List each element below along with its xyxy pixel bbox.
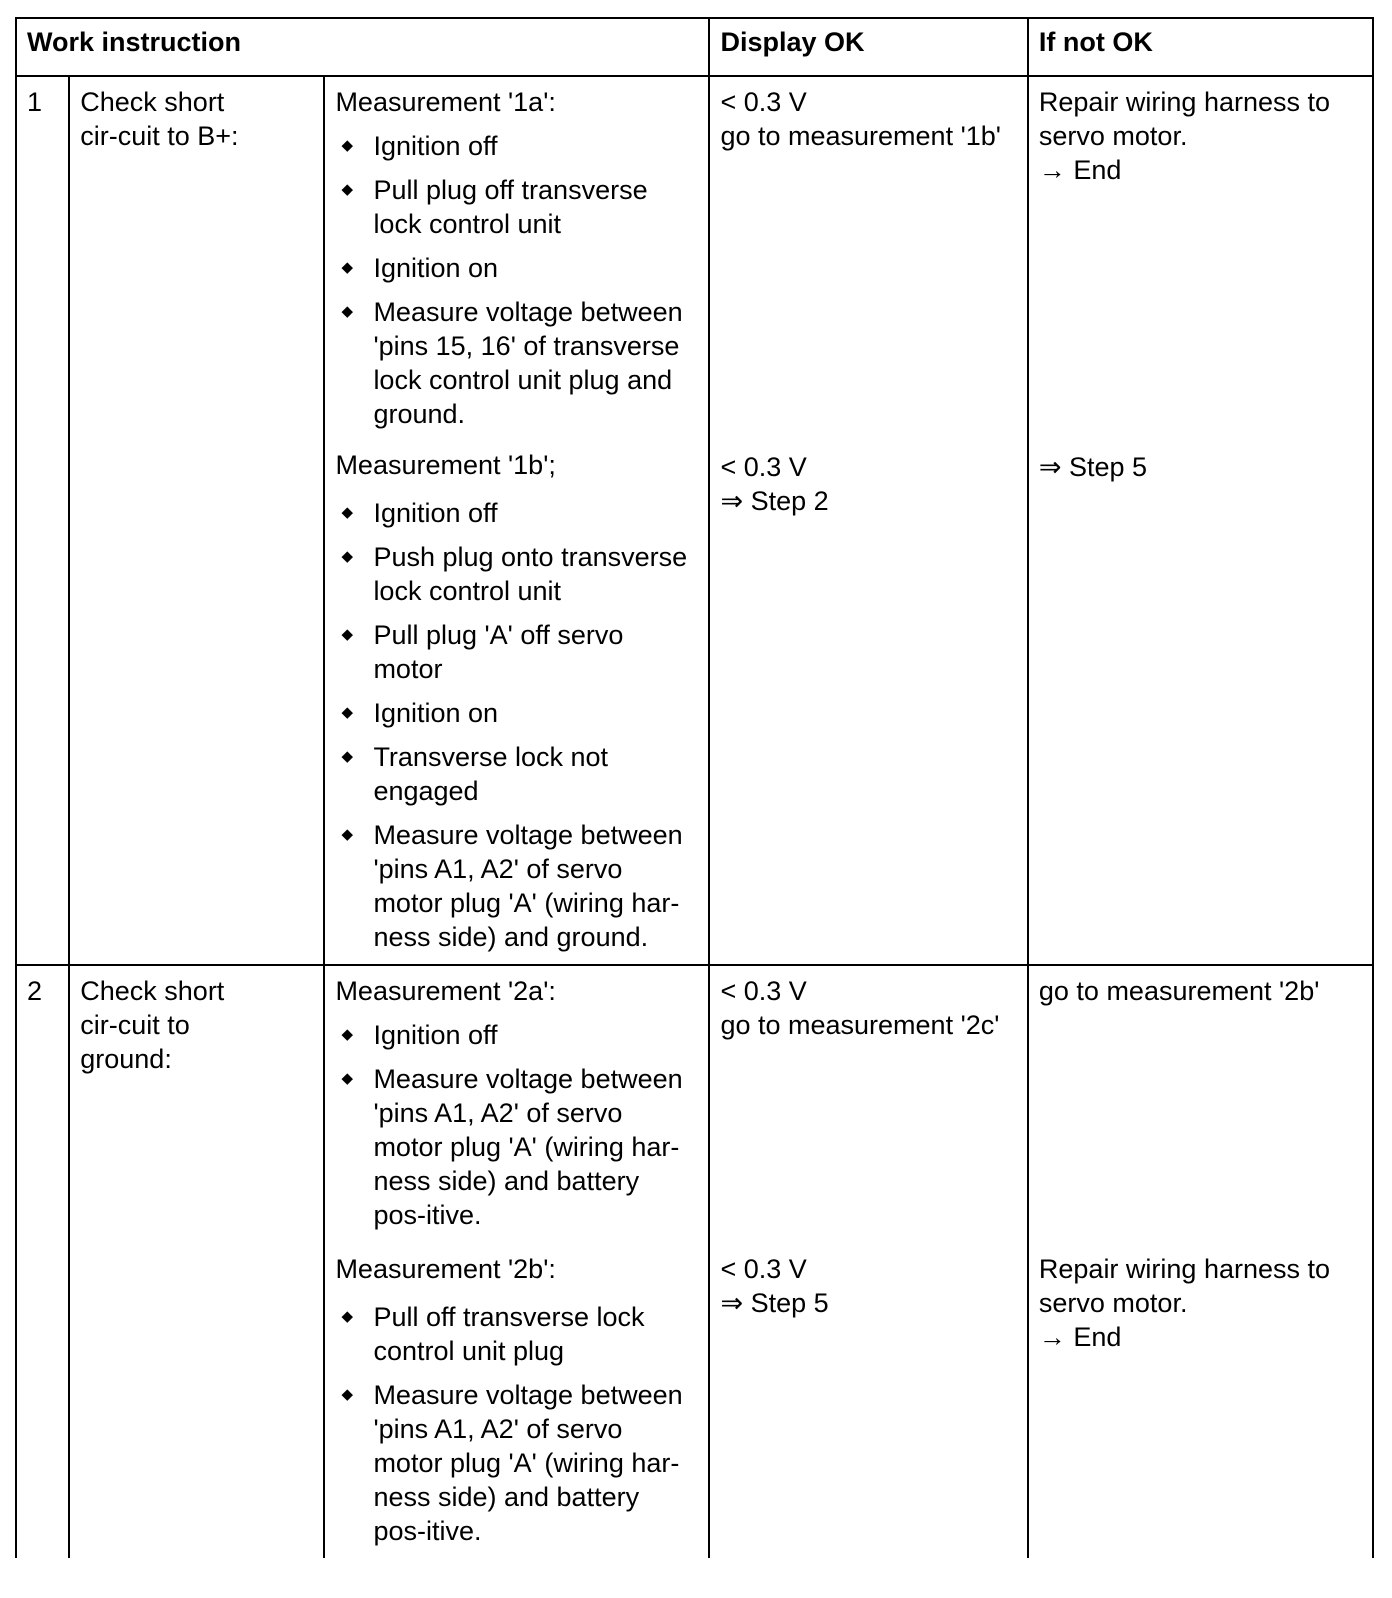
display-ok-cell xyxy=(709,76,1027,965)
if-not-ok-block xyxy=(1039,974,1362,1008)
table-header-row xyxy=(16,18,1373,76)
measurement-title: Measurement '1a': xyxy=(335,87,556,117)
measurement-block xyxy=(335,1252,698,1548)
measurement-cell xyxy=(324,76,709,965)
if-not-ok-wrapper xyxy=(1039,974,1362,1544)
step-check-label xyxy=(69,76,324,965)
if-not-ok-block xyxy=(1039,85,1362,187)
display-ok-block xyxy=(720,85,1016,153)
measurement-block xyxy=(335,85,698,448)
display-ok-action: ⇒ Step 5 xyxy=(720,1288,829,1318)
measurement-title: Measurement '2b': xyxy=(335,1254,556,1284)
list-item: ◆ Ignition on xyxy=(335,696,698,730)
display-ok-block xyxy=(720,450,1016,518)
step-number: 2 xyxy=(16,965,69,1558)
display-ok-action: go to measurement '2c' xyxy=(720,1010,1000,1040)
list-item: ◆ Push plug onto transverse lock control unit xyxy=(335,540,698,608)
display-ok-value: < 0.3 V xyxy=(720,976,807,1006)
display-ok-wrapper xyxy=(720,85,1016,945)
if-not-ok-text: Repair wiring harness to servo motor. xyxy=(1038,1254,1331,1318)
display-ok-value: < 0.3 V xyxy=(720,452,807,482)
display-ok-wrapper xyxy=(720,974,1016,1544)
list-item: ◆ Measure voltage between 'pins A1, A2' of servo motor plug 'A' (wiring har-ness side) and battery pos-itive. xyxy=(335,1378,698,1548)
if-not-ok-block xyxy=(1039,450,1362,484)
list-item: ◆ Pull plug off transverse lock control unit xyxy=(335,173,698,241)
if-not-ok-action: → End xyxy=(1038,155,1122,185)
display-ok-block xyxy=(720,974,1016,1042)
measurement-title: Measurement '2a': xyxy=(335,976,556,1006)
step-check-text: Check short cir-cuit to ground: xyxy=(80,976,225,1074)
measurement-block xyxy=(335,448,698,954)
header-work-instruction: Work instruction xyxy=(16,18,709,76)
display-ok-block xyxy=(720,1252,1016,1320)
measurement-cell xyxy=(324,965,709,1558)
list-item: ◆ Ignition off xyxy=(335,129,698,163)
step-check-text: Check short cir-cuit to B+: xyxy=(80,87,239,151)
if-not-ok-cell xyxy=(1028,965,1373,1558)
measurement-steps xyxy=(335,496,698,954)
measurement-steps xyxy=(335,1018,698,1232)
if-not-ok-action: ⇒ Step 5 xyxy=(1038,452,1148,482)
step-number: 1 xyxy=(16,76,69,965)
table-row-step-1 xyxy=(16,76,1373,965)
list-item: ◆ Measure voltage between 'pins 15, 16' of transverse lock control unit plug and ground. xyxy=(335,295,698,431)
header-display-ok: Display OK xyxy=(709,18,1027,76)
list-item: ◆ Ignition off xyxy=(335,496,698,530)
display-ok-value: < 0.3 V xyxy=(720,87,807,117)
list-item: ◆ Ignition off xyxy=(335,1018,698,1052)
list-item: ◆ Pull plug 'A' off servo motor xyxy=(335,618,698,686)
table-row-step-2 xyxy=(16,965,1373,1558)
list-item: ◆ Measure voltage between 'pins A1, A2' of servo motor plug 'A' (wiring har-ness side) and battery pos-itive. xyxy=(335,1062,698,1232)
measurement-block xyxy=(335,974,698,1252)
display-ok-cell xyxy=(709,965,1027,1558)
list-item: ◆ Measure voltage between 'pins A1, A2' of servo motor plug 'A' (wiring har-ness side) and ground. xyxy=(335,818,698,954)
work-instruction-table xyxy=(15,17,1374,1558)
measurement-title: Measurement '1b'; xyxy=(335,450,556,480)
measurement-steps xyxy=(335,1300,698,1548)
if-not-ok-action: → End xyxy=(1038,1322,1122,1352)
if-not-ok-action: go to measurement '2b' xyxy=(1038,976,1320,1006)
if-not-ok-wrapper xyxy=(1039,85,1362,945)
if-not-ok-block xyxy=(1039,1252,1362,1354)
header-if-not-ok: If not OK xyxy=(1028,18,1373,76)
step-check-label xyxy=(69,965,324,1558)
list-item: ◆ Transverse lock not engaged xyxy=(335,740,698,808)
list-item: ◆ Pull off transverse lock control unit plug xyxy=(335,1300,698,1368)
list-item: ◆ Ignition on xyxy=(335,251,698,285)
display-ok-value: < 0.3 V xyxy=(720,1254,807,1284)
if-not-ok-cell xyxy=(1028,76,1373,965)
display-ok-action: ⇒ Step 2 xyxy=(720,486,829,516)
if-not-ok-text: Repair wiring harness to servo motor. xyxy=(1038,87,1331,151)
display-ok-action: go to measurement '1b' xyxy=(720,121,1001,151)
measurement-steps xyxy=(335,129,698,431)
